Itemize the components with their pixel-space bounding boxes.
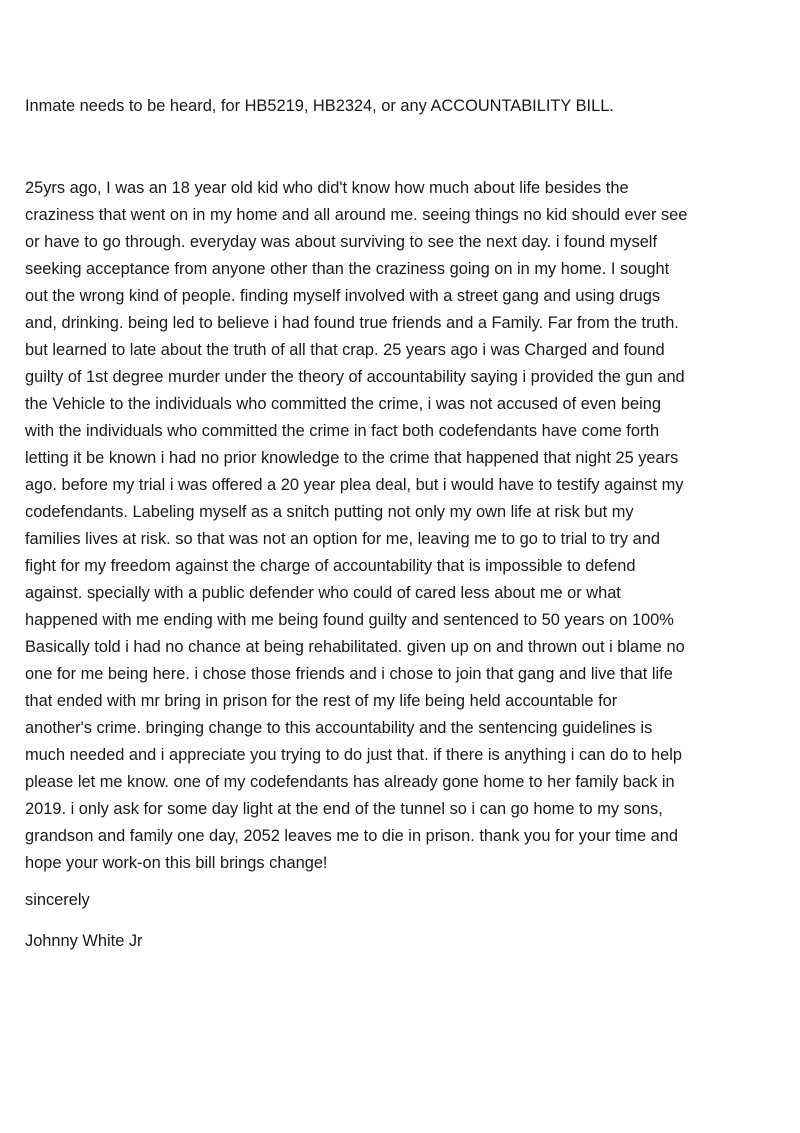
body-line: families lives at risk. so that was not an option for me, leaving me to go to trial to try and — [25, 530, 660, 548]
letter-signature: Johnny White Jr — [25, 932, 143, 950]
body-line: happened with me ending with me being found guilty and sentenced to 50 years on 100% — [25, 611, 674, 629]
body-line: craziness that went on in my home and all around me. seeing things no kid should ever see — [25, 206, 688, 224]
body-line: that ended with mr bring in prison for the rest of my life being held accountable for — [25, 692, 618, 710]
body-line: another's crime. bringing change to this accountability and the sentencing guidelines is — [25, 719, 653, 737]
body-line: much needed and i appreciate you trying to do just that. if there is anything i can do to help — [25, 746, 682, 764]
body-line: letting it be known i had no prior knowledge to the crime that happened that night 25 years — [25, 449, 679, 467]
body-line: codefendants. Labeling myself as a snitch putting not only my own life at risk but my — [25, 503, 634, 521]
body-line: guilty of 1st degree murder under the theory of accountability saying i provided the gun and — [25, 368, 685, 386]
body-line: and, drinking. being led to believe i had found true friends and a Family. Far from the truth. — [25, 314, 679, 332]
body-line: 2019. i only ask for some day light at the end of the tunnel so i can go home to my sons, — [25, 800, 663, 818]
letter-page — [25, 95, 777, 968]
body-line: seeking acceptance from anyone other than the craziness going on in my home. I sought — [25, 260, 670, 278]
body-line: grandson and family one day, 2052 leaves me to die in prison. thank you for your time and — [25, 827, 678, 845]
body-line: out the wrong kind of people. finding myself involved with a street gang and using drugs — [25, 287, 661, 305]
body-line: but learned to late about the truth of all that crap. 25 years ago i was Charged and found — [25, 341, 665, 359]
body-line: one for me being here. i chose those friends and i chose to join that gang and live that life — [25, 665, 673, 683]
body-line: or have to go through. everyday was about surviving to see the next day. i found myself — [25, 233, 658, 251]
body-line: the Vehicle to the individuals who committed the crime, i was not accused of even being — [25, 395, 661, 413]
body-line: ago. before my trial i was offered a 20 year plea deal, but i would have to testify against my — [25, 476, 684, 494]
body-line: with the individuals who committed the crime in fact both codefendants have come forth — [25, 422, 660, 440]
body-line: hope your work-on this bill brings change! — [25, 854, 328, 872]
letter-body — [25, 175, 777, 877]
body-line: Basically told i had no chance at being rehabilitated. given up on and thrown out i blame no — [25, 638, 685, 656]
body-line: against. specially with a public defender who could of cared less about me or what — [25, 584, 621, 602]
letter-heading: Inmate needs to be heard, for HB5219, HB2324, or any ACCOUNTABILITY BILL. — [25, 97, 614, 115]
body-line: fight for my freedom against the charge of accountability that is impossible to defend — [25, 557, 636, 575]
body-line: please let me know. one of my codefendants has already gone home to her family back in — [25, 773, 675, 791]
letter-closing: sincerely — [25, 891, 90, 909]
body-line: 25yrs ago, I was an 18 year old kid who did't know how much about life besides the — [25, 179, 629, 197]
